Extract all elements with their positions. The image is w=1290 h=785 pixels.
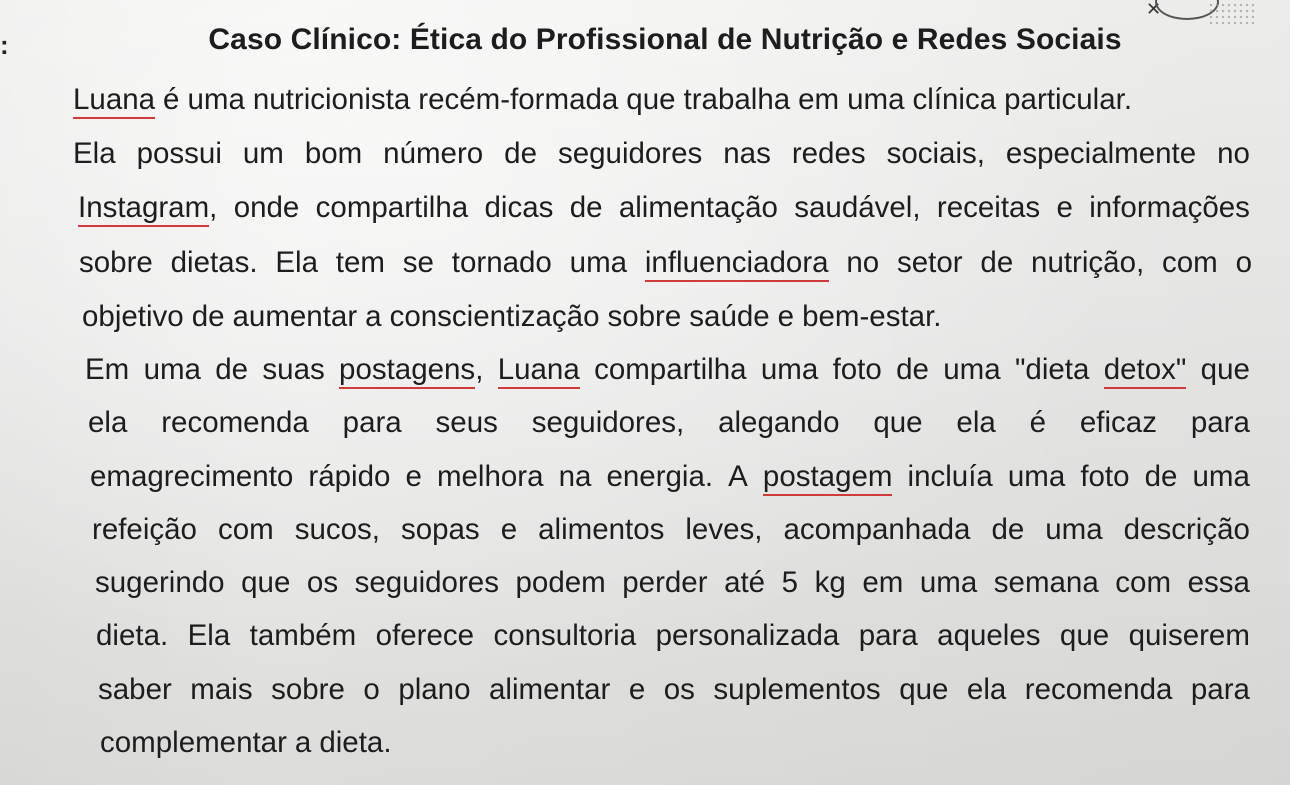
- word: aqueles: [937, 619, 1041, 652]
- word: onde: [233, 191, 300, 224]
- word: em: [798, 83, 840, 116]
- word: que: [899, 673, 949, 706]
- text-line: [98, 670, 1250, 710]
- word: uma: [187, 83, 245, 116]
- word: [763, 457, 893, 497]
- underlined-word: influenciadora: [645, 246, 829, 282]
- text-line: [73, 80, 1250, 120]
- text-line: [78, 188, 1250, 228]
- word: o: [1235, 246, 1252, 279]
- word: para: [1190, 673, 1250, 706]
- word: uma: [569, 246, 628, 279]
- word: com: [1162, 246, 1218, 279]
- word: consultoria: [493, 619, 637, 652]
- word: um: [242, 137, 284, 170]
- word: a: [294, 726, 312, 759]
- word: mais: [190, 673, 253, 706]
- word: sucos,: [294, 513, 380, 546]
- text-line: [96, 616, 1250, 656]
- word: emagrecimento: [90, 460, 294, 493]
- word: incluía: [907, 460, 993, 493]
- word: descrição: [1123, 513, 1250, 546]
- word: uma: [143, 353, 201, 386]
- word: seguidores: [557, 137, 703, 170]
- word: [73, 80, 155, 120]
- word: Ela: [73, 137, 116, 170]
- word: e: [405, 460, 422, 493]
- word: no: [846, 246, 880, 279]
- text-line: [82, 297, 1000, 337]
- word: uma: [943, 353, 1001, 386]
- word: de: [569, 191, 603, 224]
- word: uma: [847, 83, 905, 116]
- word: podem: [515, 566, 606, 599]
- word: no: [1217, 137, 1250, 170]
- word: alimentos: [538, 513, 665, 546]
- word: a: [365, 300, 382, 333]
- word: particular.: [1004, 83, 1133, 116]
- word: Em: [85, 353, 130, 386]
- word: que: [873, 406, 923, 439]
- word: seus: [435, 406, 498, 439]
- word: uma: [1192, 460, 1250, 493]
- word: [498, 350, 580, 390]
- close-icon[interactable]: ✕: [1146, 0, 1162, 19]
- text-line: [73, 134, 1250, 174]
- word: especialmente: [1005, 137, 1197, 170]
- word: sopas: [400, 513, 480, 546]
- word: uma: [760, 353, 819, 386]
- underlined-word: detox": [1104, 353, 1187, 389]
- word: na: [558, 460, 592, 493]
- word: postagens,: [339, 350, 483, 390]
- word: clínica: [912, 83, 997, 116]
- word: alegando: [718, 406, 840, 439]
- text-line: [85, 350, 1250, 390]
- word: Instagram,: [78, 188, 217, 228]
- word: compartilha: [594, 353, 747, 386]
- word: energia.: [606, 460, 714, 493]
- word: bem-estar.: [802, 300, 942, 333]
- word: oferece: [375, 619, 475, 652]
- page-title: Caso Clínico: Ética do Profissional de Nutrição e Redes Sociais: [208, 23, 1122, 56]
- word: receitas: [936, 191, 1041, 224]
- word: dieta.: [96, 619, 169, 652]
- word: nutricionista: [252, 83, 411, 116]
- word: [645, 243, 829, 283]
- word: ela: [88, 406, 128, 439]
- word: para: [1190, 406, 1250, 439]
- word: redes: [791, 137, 866, 170]
- word: essa: [1187, 566, 1250, 599]
- word: de: [504, 137, 537, 170]
- text-line: [100, 723, 760, 763]
- word: 5: [781, 566, 799, 599]
- text-line: [90, 457, 1250, 497]
- underlined-word: postagem: [763, 460, 893, 496]
- word: alimentação: [618, 191, 778, 224]
- word: "dieta: [1014, 353, 1090, 386]
- word: que: [1200, 353, 1250, 386]
- word: quiserem: [1128, 619, 1250, 652]
- word: ela: [966, 673, 1007, 706]
- underlined-word: Luana: [498, 353, 580, 389]
- word: os: [663, 673, 695, 706]
- word: plano: [398, 673, 471, 706]
- word: que: [241, 566, 291, 599]
- word: de: [215, 353, 249, 386]
- word: sobre: [607, 300, 682, 333]
- word: e: [628, 673, 646, 706]
- word: dieta.: [319, 726, 392, 759]
- word: leves,: [685, 513, 763, 546]
- word: trabalha: [683, 83, 791, 116]
- word: refeição: [92, 513, 197, 546]
- word: saber: [98, 673, 172, 706]
- word: Ela: [275, 246, 318, 279]
- word: que: [1059, 619, 1110, 652]
- word: seguidores,: [531, 406, 685, 439]
- word: em: [862, 566, 904, 599]
- word: melhora: [436, 460, 544, 493]
- word: [1104, 350, 1187, 390]
- word: compartilha: [315, 191, 469, 224]
- word: sobre: [79, 246, 153, 279]
- word: nas: [723, 137, 771, 170]
- word: nutrição,: [1031, 246, 1145, 279]
- word: bom: [304, 137, 363, 170]
- word: uma: [1007, 460, 1066, 493]
- word: rápido: [308, 460, 391, 493]
- word: ela: [956, 406, 996, 439]
- text-line: [79, 243, 1252, 283]
- word: para: [858, 619, 918, 652]
- colon-mark: :: [0, 30, 9, 60]
- underlined-word: postagens: [339, 353, 475, 389]
- word: eficaz: [1079, 406, 1157, 439]
- word: se: [402, 246, 434, 279]
- word: uma: [1045, 513, 1103, 546]
- word: com: [217, 513, 274, 546]
- word: complementar: [100, 726, 287, 759]
- word: com: [1115, 566, 1172, 599]
- word: suas: [262, 353, 325, 386]
- word: de: [991, 513, 1025, 546]
- word: aumentar: [232, 300, 358, 333]
- underlined-word: Instagram: [78, 191, 209, 227]
- word: dietas.: [170, 246, 258, 279]
- word: saudável,: [794, 191, 921, 224]
- word: e: [777, 300, 795, 333]
- word: que: [626, 83, 676, 116]
- word: recém-formada: [418, 83, 619, 116]
- word: para: [342, 406, 402, 439]
- word: também: [249, 619, 357, 652]
- word: e: [1056, 191, 1073, 224]
- word: Ela: [187, 619, 231, 652]
- word: tem: [335, 246, 385, 279]
- word: kg: [814, 566, 846, 599]
- word: saúde: [689, 300, 770, 333]
- word: foto: [832, 353, 882, 386]
- word: é: [163, 83, 180, 116]
- word: de: [1144, 460, 1178, 493]
- word: perder: [622, 566, 708, 599]
- word: recomenda: [161, 406, 309, 439]
- underlined-word: Luana: [73, 83, 155, 119]
- word: dicas: [484, 191, 554, 224]
- word: tornado: [451, 246, 552, 279]
- word: informações: [1089, 191, 1250, 224]
- word: personalizada: [655, 619, 840, 652]
- word: conscientização: [389, 300, 600, 333]
- word: A: [728, 460, 748, 493]
- word: de: [980, 246, 1014, 279]
- word: é: [1029, 406, 1047, 439]
- word: número: [383, 137, 484, 170]
- word: sobre: [271, 673, 345, 706]
- text-line: [92, 510, 1250, 550]
- word: seguidores: [354, 566, 499, 599]
- word: sociais,: [886, 137, 985, 170]
- word: setor: [897, 246, 963, 279]
- word: os: [306, 566, 339, 599]
- word: objetivo: [82, 300, 184, 333]
- word: de: [896, 353, 929, 386]
- text-line: [95, 563, 1250, 603]
- word: e: [500, 513, 518, 546]
- word: acompanhada: [783, 513, 971, 546]
- word: uma: [919, 566, 978, 599]
- word: alimentar: [489, 673, 611, 706]
- word: foto: [1080, 460, 1130, 493]
- word: suplementos: [713, 673, 881, 706]
- word: sugerindo: [95, 566, 225, 599]
- word: o: [363, 673, 380, 706]
- text-line: [88, 403, 1250, 443]
- word: recomenda: [1024, 673, 1173, 706]
- word: semana: [993, 566, 1099, 599]
- word: de: [191, 300, 225, 333]
- word: possui: [136, 137, 222, 170]
- word: até: [724, 566, 766, 599]
